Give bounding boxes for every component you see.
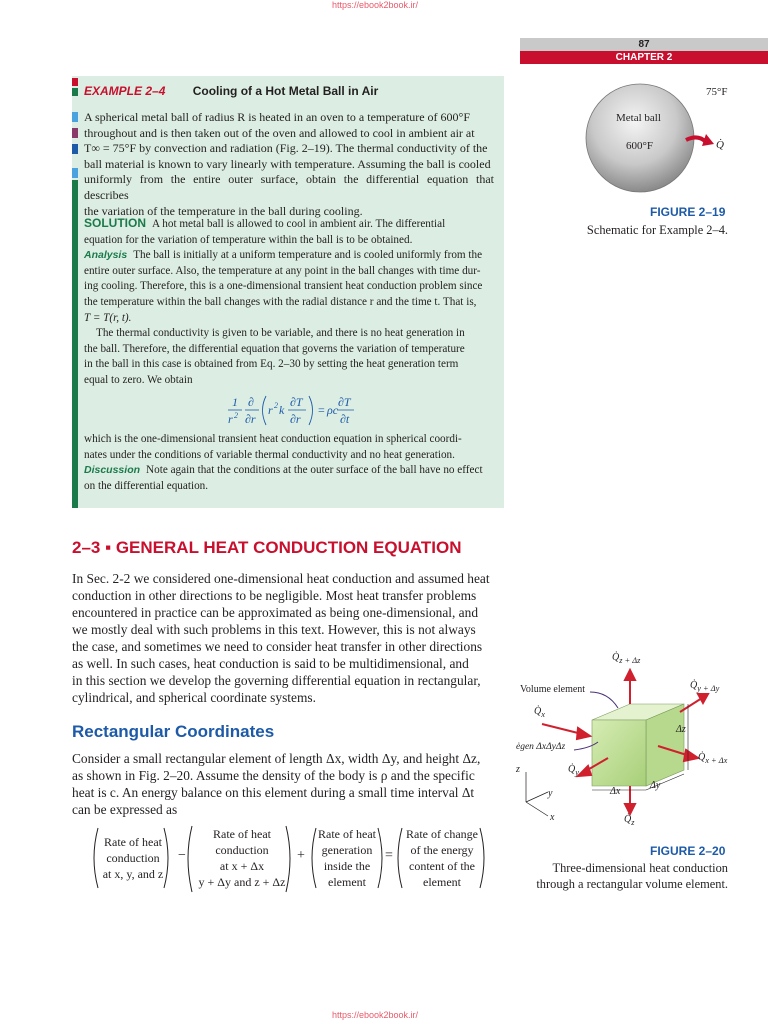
- problem-line: ball material is known to vary linearly with temperature. Assuming the ball is cooled: [84, 156, 491, 171]
- balance-term-1: [98, 834, 168, 882]
- svg-text:ρc: ρc: [327, 403, 339, 417]
- caption-line: Three-dimensional heat conduction: [552, 861, 728, 875]
- example-problem: [84, 110, 494, 219]
- svg-text:=: =: [318, 403, 325, 417]
- intro-line: In Sec. 2-2 we considered one-dimensional heat conduction and assumed heat: [72, 571, 490, 586]
- conclusion-line: which is the one-dimensional transient heat conduction equation in spherical coordi-: [84, 433, 462, 445]
- para2-line: in the ball in this case is obtained from Eq. 2–30 by setting the heat generation term: [84, 358, 459, 371]
- accent-bar-red: [72, 78, 78, 86]
- svg-text:k: k: [279, 403, 285, 417]
- intro-line: conduction in other directions to be negligible. Most heat transfer problems: [72, 588, 477, 603]
- svg-text:2: 2: [274, 401, 278, 410]
- volume-element-label: Volume element: [520, 684, 586, 695]
- metal-ball-shape: [586, 84, 694, 192]
- discussion-line: on the differential equation.: [84, 479, 209, 492]
- intro-line: cylindrical, and spherical coordinate systems.: [72, 690, 316, 705]
- subsection-title: Rectangular Coordinates: [72, 722, 275, 741]
- q-x-label: $Q̇_x$: [534, 706, 545, 719]
- svg-text:r: r: [228, 412, 233, 426]
- term-line: at x, y, and z: [102, 867, 164, 881]
- solution-label: SOLUTION: [84, 216, 146, 230]
- problem-line: the variation of the temperature in the ball during cooling.: [84, 203, 363, 218]
- watermark-top[interactable]: https://ebook2book.ir/: [332, 0, 419, 10]
- section-title: 2–3 ▪ GENERAL HEAT CONDUCTION EQUATION: [72, 538, 462, 557]
- svg-text:2: 2: [234, 411, 238, 420]
- accent-bar-blue: [72, 112, 78, 122]
- svg-text:∂: ∂: [248, 395, 254, 409]
- ball-temp: 600°F: [626, 140, 654, 152]
- term-line: y + Δy and z + Δz: [198, 875, 286, 889]
- heat-equation: [226, 392, 356, 432]
- minus-operator: −: [178, 848, 186, 863]
- term-line: Rate of heat: [104, 835, 162, 849]
- q-z-label: $Q̇_z$: [624, 814, 635, 827]
- para2-line: equal to zero. We obtain: [84, 373, 193, 386]
- example-label: EXAMPLE 2–4: [84, 84, 166, 98]
- figure-2-19-caption: Schematic for Example 2–4.: [586, 223, 728, 237]
- example-conclusion: [84, 432, 494, 494]
- intro-line: the case, and sometimes we need to consider heat transfer in other directions: [72, 639, 483, 654]
- axis-y-label: y: [548, 788, 553, 799]
- figure-2-20-label: FIGURE 2–20: [650, 844, 726, 858]
- axis-z-label: z: [516, 764, 520, 775]
- svg-text:1: 1: [232, 395, 238, 409]
- rect-line: heat is c. An energy balance on this element during a small time interval Δt: [72, 785, 475, 800]
- chapter-label: CHAPTER 2: [520, 51, 768, 64]
- analysis-line: T = T(r, t).: [84, 311, 132, 324]
- term-line: Rate of heat: [213, 827, 271, 841]
- example-title: Cooling of a Hot Metal Ball in Air: [192, 84, 379, 98]
- term-line: element: [423, 875, 461, 889]
- accent-bar-purple: [72, 128, 78, 138]
- section-intro: [72, 570, 504, 706]
- svg-text:r: r: [268, 403, 273, 417]
- ambient-temp: 75°F: [706, 86, 728, 98]
- conclusion-line: nates under the conditions of variable thermal conductivity and no heat generation.: [84, 448, 455, 461]
- analysis-line: ing cooling. Therefore, this is a one-dimensional transient heat conduction problem since: [84, 280, 483, 293]
- term-line: Rate of change: [406, 827, 478, 841]
- q-x-dx-label: $Q̇_{x + \Delta x}$: [698, 752, 728, 765]
- balance-term-4: [400, 826, 484, 890]
- intro-line: we mostly deal with such problems in this text. However, this is not always: [72, 622, 476, 637]
- rect-line: Consider a small rectangular element of length Δx, width Δy, and height Δz,: [72, 751, 481, 766]
- para2-line: the ball. Therefore, the differential equation that governs the variation of temperature: [84, 342, 465, 355]
- analysis-label: Analysis: [84, 249, 128, 262]
- svg-text:∂T: ∂T: [338, 395, 351, 409]
- ball-label: Metal ball: [616, 112, 661, 124]
- rect-line: can be expressed as: [72, 802, 178, 817]
- q-z-dz-label: $Q̇_{z + \Delta z}$: [612, 652, 641, 665]
- svg-text:∂t: ∂t: [340, 412, 350, 426]
- cube-front: [592, 720, 646, 786]
- rect-text: [72, 750, 504, 818]
- example-heading: [84, 84, 378, 98]
- dx-label: Δx: [610, 786, 621, 797]
- balance-term-2: [192, 826, 292, 890]
- equals-operator: =: [385, 848, 393, 863]
- solution-line: A hot metal ball is allowed to cool in ambient air. The differential: [152, 218, 446, 230]
- dy-label: Δy: [650, 780, 661, 791]
- term-line: conduction: [106, 851, 160, 865]
- analysis-line: The ball is initially at a uniform temperature and is cooled uniformly from the: [133, 249, 483, 262]
- page-number: 87: [520, 38, 768, 51]
- q-dot-label: Q̇: [716, 139, 724, 151]
- figure-2-20-caption: [500, 860, 728, 892]
- term-line: of the energy: [410, 843, 474, 857]
- term-line: element: [328, 875, 366, 889]
- analysis-line: entire outer surface. Also, the temperature at any point in the ball changes with time dur-: [84, 264, 481, 277]
- term-line: Rate of heat: [318, 827, 376, 841]
- axis-x-label: x: [550, 812, 555, 823]
- discussion-label: Discussion: [84, 464, 141, 477]
- problem-line: throughout and is then taken out of the oven and allowed to cool in ambient air at: [84, 125, 475, 140]
- dz-label: Δz: [676, 724, 686, 735]
- q-y-label: $Q̇_y$: [568, 764, 579, 777]
- term-line: content of the: [409, 859, 475, 873]
- q-y-dy-label: $Q̇_{y + \Delta y}$: [690, 680, 720, 693]
- term-line: inside the: [323, 859, 371, 873]
- accent-bar-main: [72, 180, 78, 508]
- accent-bar-green: [72, 88, 78, 96]
- caption-line: through a rectangular volume element.: [536, 877, 728, 891]
- term-line: conduction: [215, 843, 269, 857]
- intro-line: in this section we develop the governing differential equation in rectangular,: [72, 673, 481, 688]
- watermark-bottom[interactable]: https://ebook2book.ir/: [332, 1010, 419, 1020]
- svg-text:∂r: ∂r: [245, 412, 256, 426]
- discussion-line: Note again that the conditions at the outer surface of the ball have no effect: [146, 464, 483, 477]
- balance-term-3: [314, 826, 380, 890]
- svg-text:∂T: ∂T: [290, 395, 303, 409]
- generation-label: ėgen ΔxΔyΔz: [516, 742, 566, 752]
- plus-operator: +: [297, 848, 305, 863]
- para2-line: The thermal conductivity is given to be variable, and there is no heat generation in: [96, 327, 465, 340]
- figure-2-19-label: FIGURE 2–19: [650, 205, 726, 219]
- intro-line: as well. In such cases, heat conduction is said to be multidimensional, and: [72, 656, 469, 671]
- accent-bar-navy: [72, 144, 78, 154]
- solution-line: equation for the variation of temperature within the ball is to be obtained.: [84, 233, 413, 246]
- intro-line: encountered in practice can be approximated as being one-dimensional, and: [72, 605, 479, 620]
- term-line: at x + Δx: [219, 859, 265, 873]
- term-line: generation: [321, 843, 373, 857]
- problem-line: uniformly from the entire outer surface, obtain the differential equation that describes: [84, 172, 494, 202]
- accent-bar-lightblue: [72, 168, 78, 178]
- problem-line: A spherical metal ball of radius R is heated in an oven to a temperature of 600°F: [84, 110, 471, 124]
- rect-line: as shown in Fig. 2–20. Assume the density of the body is ρ and the specific: [72, 768, 475, 783]
- example-solution: [84, 216, 494, 389]
- svg-text:∂r: ∂r: [290, 412, 301, 426]
- problem-line: T∞ = 75°F by convection and radiation (Fig. 2–19). The thermal conductivity of the: [84, 141, 488, 156]
- analysis-line: the temperature within the ball changes with the radial distance r and the time t. That is,: [84, 295, 477, 308]
